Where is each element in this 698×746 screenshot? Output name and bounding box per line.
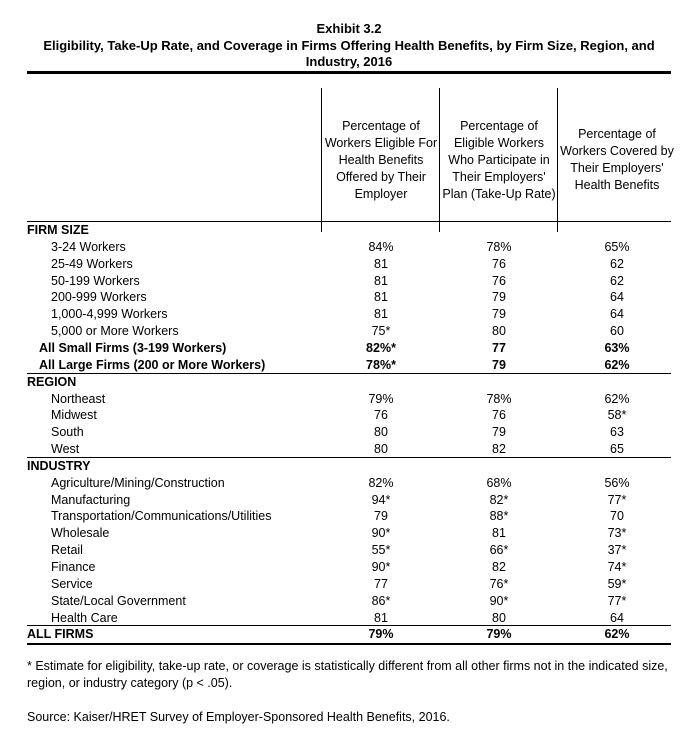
row-value: 76 <box>492 408 506 423</box>
row-label: 1,000-4,999 Workers <box>51 307 168 322</box>
row-value: 81 <box>374 307 388 322</box>
row-value: 80 <box>374 425 388 440</box>
total-rule <box>27 625 671 626</box>
row-value: 90* <box>371 526 391 541</box>
row-label: FIRM SIZE <box>27 223 89 237</box>
row-label: Wholesale <box>51 526 110 541</box>
row-value: 74* <box>607 560 627 574</box>
row-value: 88* <box>489 509 509 524</box>
row-value: 79% <box>368 627 394 642</box>
section-header <box>27 222 671 239</box>
row-value: 68% <box>486 475 512 490</box>
table-row <box>27 256 671 273</box>
row-value: 77 <box>492 340 506 355</box>
table-row <box>27 508 671 525</box>
table-row <box>27 391 671 408</box>
top-rule <box>27 71 671 74</box>
row-value: 82 <box>492 442 506 457</box>
row-label: 50-199 Workers <box>51 273 140 288</box>
table-row <box>27 441 671 458</box>
row-value: 78%* <box>366 357 396 372</box>
table-row <box>27 475 671 492</box>
row-value: 77* <box>607 593 627 608</box>
row-value: 62 <box>610 256 624 271</box>
column-header-eligible: Percentage of Workers Eligible For Health Benefits Offered by Their Employer <box>324 118 438 201</box>
row-label: Manufacturing <box>51 492 131 507</box>
row-label: REGION <box>27 374 77 389</box>
table-row <box>27 542 671 559</box>
row-value: 62% <box>604 627 630 642</box>
row-label: 25-49 Workers <box>51 256 133 271</box>
table-row <box>27 357 671 374</box>
row-label: State/Local Government <box>51 593 186 608</box>
footnote: * Estimate for eligibility, take-up rate, or coverage is statistically different from all other firms not in the indicated size, region, or industry category (p < .05). <box>27 659 668 690</box>
row-label: 5,000 or More Workers <box>51 324 179 339</box>
row-value: 82%* <box>366 340 396 355</box>
row-value: 79% <box>486 627 512 642</box>
row-label: Health Care <box>51 610 118 625</box>
row-label: Finance <box>51 560 96 574</box>
row-value: 59* <box>607 576 627 591</box>
row-value: 86* <box>371 593 391 608</box>
row-value: 73* <box>607 526 627 541</box>
table-row <box>27 525 671 542</box>
row-value: 56% <box>604 475 630 490</box>
row-value: 58* <box>607 408 627 423</box>
row-value: 65 <box>610 442 624 457</box>
row-value: 82% <box>368 475 394 490</box>
row-value: 64 <box>610 290 624 305</box>
row-label: All Large Firms (200 or More Workers) <box>39 357 266 372</box>
row-value: 65% <box>604 239 630 254</box>
row-value: 80 <box>492 610 506 625</box>
row-value: 64 <box>610 610 624 625</box>
row-label: Northeast <box>51 391 106 406</box>
row-value: 81 <box>374 610 388 625</box>
row-value: 78% <box>486 391 512 406</box>
row-value: 94* <box>371 492 391 507</box>
row-label: West <box>51 442 80 457</box>
row-value: 90* <box>371 560 391 574</box>
table-row <box>27 306 671 323</box>
table-row <box>27 239 671 256</box>
row-value: 90* <box>489 593 509 608</box>
section-header <box>27 458 671 475</box>
row-value: 81 <box>374 290 388 305</box>
row-label: Agriculture/Mining/Construction <box>51 475 225 490</box>
row-value: 77 <box>374 576 388 591</box>
row-value: 78% <box>486 239 512 254</box>
row-value: 77* <box>607 492 627 507</box>
row-value: 81 <box>374 256 388 271</box>
row-value: 82 <box>492 560 506 574</box>
row-label: 3-24 Workers <box>51 239 126 254</box>
table-row <box>27 576 671 593</box>
row-label: All Small Firms (3-199 Workers) <box>39 340 227 355</box>
row-value: 62 <box>610 273 624 288</box>
row-value: 70 <box>610 509 624 524</box>
row-value: 79 <box>492 425 506 440</box>
table-row <box>27 340 671 357</box>
column-header-take-up: Percentage of Eligible Workers Who Participate in Their Employers' Plan (Take-Up Rate) <box>442 118 556 201</box>
row-value: 66* <box>489 543 509 558</box>
row-label: South <box>51 425 84 440</box>
row-value: 76* <box>489 576 509 591</box>
row-value: 79 <box>374 509 388 524</box>
table-row <box>27 626 671 643</box>
row-value: 80 <box>492 324 506 339</box>
row-value: 82* <box>489 492 509 507</box>
table-row <box>27 593 671 610</box>
row-label: 200-999 Workers <box>51 290 147 305</box>
section-header <box>27 374 671 391</box>
row-value: 60 <box>610 324 624 339</box>
row-label: INDUSTRY <box>27 458 91 473</box>
exhibit-number: Exhibit 3.2 <box>316 21 382 36</box>
row-value: 76 <box>374 408 388 423</box>
row-label: ALL FIRMS <box>27 627 94 642</box>
row-value: 62% <box>604 391 630 406</box>
row-label: Transportation/Communications/Utilities <box>51 509 272 524</box>
row-label: Retail <box>51 543 83 558</box>
row-value: 62% <box>604 357 630 372</box>
row-value: 76 <box>492 273 506 288</box>
row-value: 79 <box>492 307 506 322</box>
row-value: 55* <box>371 543 391 558</box>
row-value: 79 <box>492 357 506 372</box>
row-value: 64 <box>610 307 624 322</box>
table-row <box>27 492 671 509</box>
table-row <box>27 559 671 576</box>
table-row <box>27 323 671 340</box>
row-value: 75* <box>371 324 391 339</box>
table-row <box>27 407 671 424</box>
row-value: 37* <box>607 543 627 558</box>
row-value: 84% <box>368 239 394 254</box>
row-value: 81 <box>374 273 388 288</box>
row-value: 63% <box>604 340 630 355</box>
row-value: 80 <box>374 442 388 457</box>
table-row <box>27 610 671 627</box>
bottom-rule <box>27 643 671 645</box>
exhibit-title: Eligibility, Take-Up Rate, and Coverage in Firms Offering Health Benefits, by Firm Size, Region, and Industry, 2016 <box>43 38 655 69</box>
column-header-covered: Percentage of Workers Covered by Their Employers' Health Benefits <box>560 127 674 192</box>
row-value: 76 <box>492 256 506 271</box>
row-value: 63 <box>610 425 624 440</box>
table-row <box>27 424 671 441</box>
row-value: 79 <box>492 290 506 305</box>
row-label: Midwest <box>51 408 97 423</box>
table-row <box>27 273 671 290</box>
row-value: 81 <box>492 526 506 541</box>
source-note: Source: Kaiser/HRET Survey of Employer-Sponsored Health Benefits, 2016. <box>27 710 450 724</box>
row-label: Service <box>51 576 93 591</box>
table-row <box>27 289 671 306</box>
row-value: 79% <box>368 391 394 406</box>
